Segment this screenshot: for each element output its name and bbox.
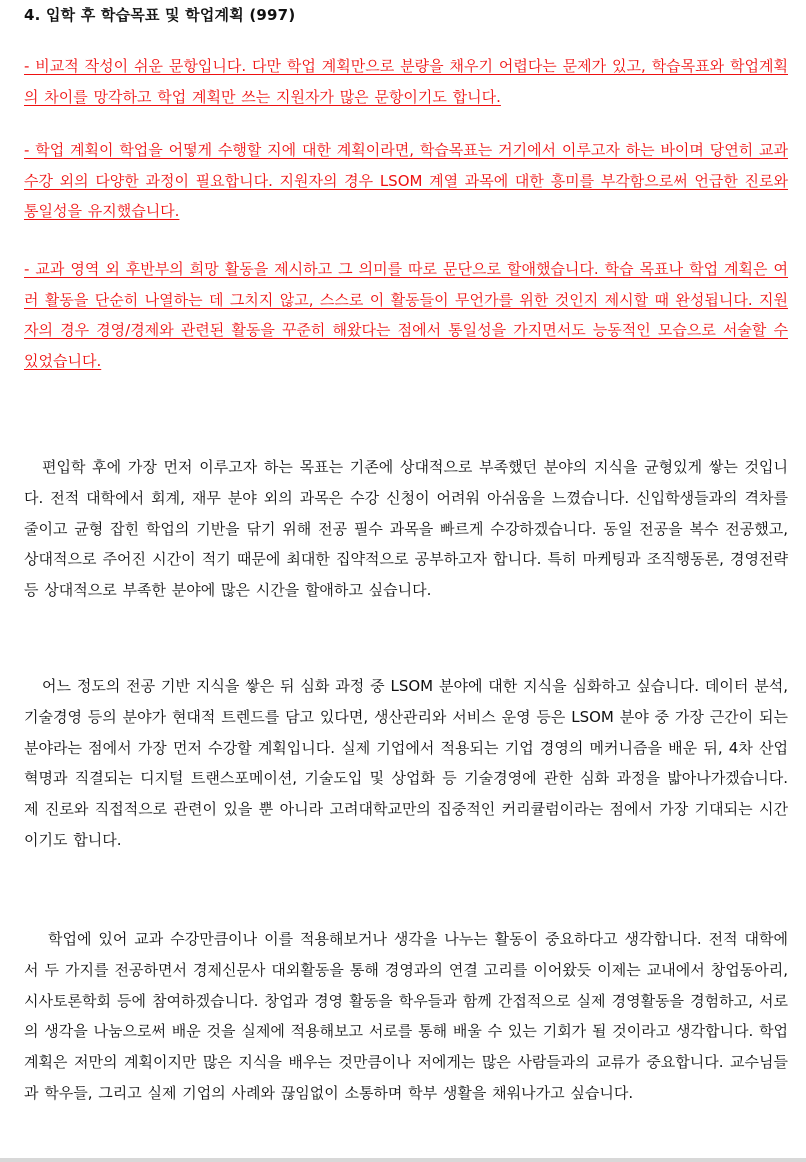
editor-note-1: - 비교적 작성이 쉬운 문항입니다. 다만 학업 계획만으로 분량을 채우기 어렵다는 문제가 있고, 학습목표와 학업계획의 차이를 망각하고 학업 계획만 쓰는 지원자가 많은 문항이기도 합니다. xyxy=(24,57,788,106)
page-bottom-edge xyxy=(0,1158,806,1162)
editor-note-3: - 교과 영역 외 후반부의 희망 활동을 제시하고 그 의미를 따로 문단으로 할애했습니다. 학습 목표나 학업 계획은 여러 활동을 단순히 나열하는 데 그치지 않고, 스스로 이 활동들이 무언가를 위한 것인지 제시할 때 완성됩니다. 지원자의 경우 경영/경제와 관련된 활동을 꾸준히 해왔다는 점에서 통일성을 가지면서도 능동적인 모습으로 서술할 수 있었습니다. xyxy=(24,260,788,370)
body-paragraph-3: 학업에 있어 교과 수강만큼이나 이를 적용해보거나 생각을 나누는 활동이 중요하다고 생각합니다. 전적 대학에서 두 가지를 전공하면서 경제신문사 대외활동을 통해 경영과의 연결 고리를 이어왔듯 이제는 교내에서 창업동아리, 시사토론학회 등에 참여하겠습니다. 창업과 경영 활동을 학우들과 함께 간접적으로 실제 경영활동을 경험하고, 서로의 생각을 나눔으로써 배운 것을 실제에 적용해보고 서로를 통해 배울 수 있는 기회가 될 것이라고 생각합니다. 학업 계획은 저만의 계획이지만 많은 지식을 배우는 것만큼이나 저에게는 많은 사람들과의 교류가 중요합니다. 교수님들과 학우들, 그리고 실제 기업의 사례와 끊임없이 소통하며 학부 생활을 채워나가고 싶습니다. xyxy=(24,930,788,1102)
body-paragraph-1: 편입학 후에 가장 먼저 이루고자 하는 목표는 기존에 상대적으로 부족했던 분야의 지식을 균형있게 쌓는 것입니다. 전적 대학에서 회계, 재무 분야 외의 과목은 수강 신청이 어려워 아쉬움을 느꼈습니다. 신입학생들과의 격차를 줄이고 균형 잡힌 학업의 기반을 닦기 위해 전공 필수 과목을 빠르게 수강하겠습니다. 동일 전공을 복수 전공했고, 상대적으로 주어진 시간이 적기 때문에 최대한 집약적으로 공부하고자 합니다. 특히 마케팅과 조직행동론, 경영전략 등 상대적으로 부족한 분야에 많은 시간을 할애하고 싶습니다. xyxy=(24,458,788,600)
editor-note-2: - 학업 계획이 학업을 어떻게 수행할 지에 대한 계획이라면, 학습목표는 거기에서 이루고자 하는 바이며 당연히 교과 수강 외의 다양한 과정이 필요합니다. 지원자의 경우 LSOM 계열 과목에 대한 흥미를 부각함으로써 언급한 진로와 통일성을 유지했습니다. xyxy=(24,141,788,220)
body-paragraph-2: 어느 정도의 전공 기반 지식을 쌓은 뒤 심화 과정 중 LSOM 분야에 대한 지식을 심화하고 싶습니다. 데이터 분석, 기술경영 등의 분야가 현대적 트렌드를 담고 있다면, 생산관리와 서비스 운영 등은 LSOM 분야 중 가장 근간이 되는 분야라는 점에서 가장 먼저 수강할 계획입니다. 실제 기업에서 적용되는 기업 경영의 메커니즘을 배운 뒤, 4차 산업혁명과 직결되는 디지털 트랜스포메이션, 기술도입 및 상업화 등 기술경영에 관한 심화 과정을 밟아나가겠습니다. 제 진로와 직접적으로 관련이 있을 뿐 아니라 고려대학교만의 집중적인 커리큘럼이라는 점에서 가장 기대되는 시간이기도 합니다. xyxy=(24,677,788,849)
section-heading: 4. 입학 후 학습목표 및 학업계획 (997) xyxy=(24,6,296,24)
